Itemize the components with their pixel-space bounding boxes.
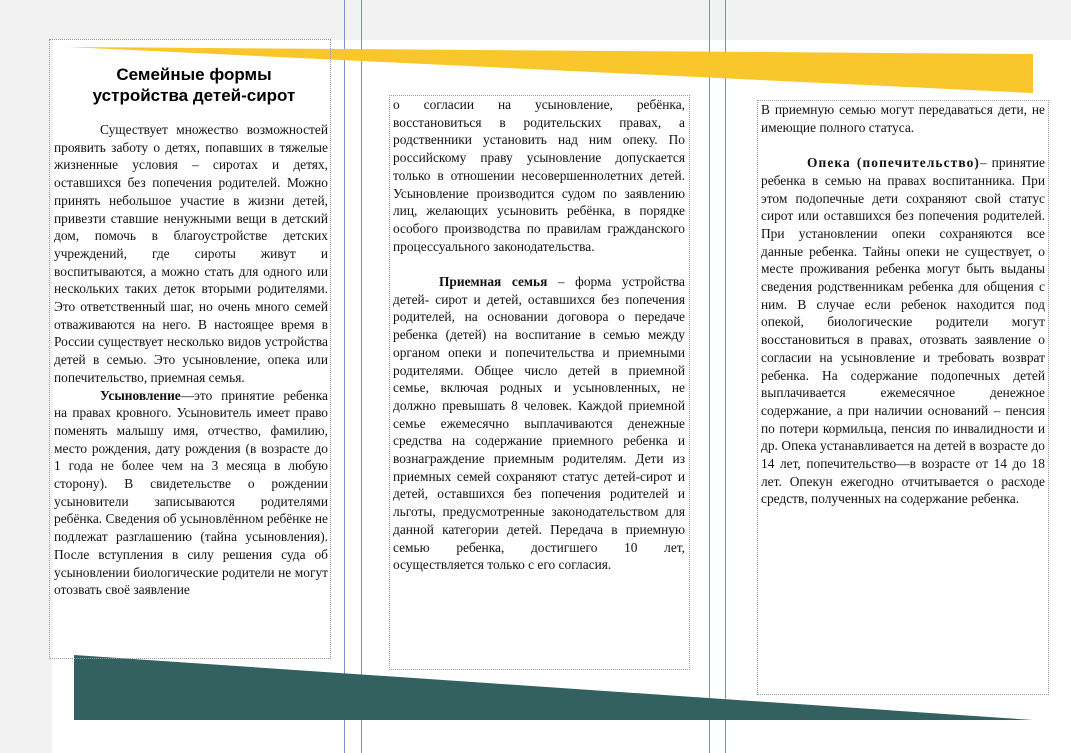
guardianship-term: Опека (попечительство) bbox=[807, 155, 980, 171]
blank-line bbox=[761, 136, 1045, 154]
column-3-text bbox=[761, 101, 1045, 508]
foster-family-term: Приемная семья bbox=[439, 274, 548, 290]
intro-paragraph: Существует множество возможностей проявить заботу о детях, попавших в тяжелые жизненные условия – сиротах и детях, оставшихся без попечения родителей. Можно принять небольшое участие в жизни детей, привезти ставшие ненужными вещи в детский дом, помочь в благоустройстве детских учреждений, где сироты живут и воспитываются, а можно стать для одного или нескольких таких деток вторыми родителями. Это ответственный шаг, но очень много семей отваживаются на него. В настоящее время в России существует несколько видов устройства детей в семью. Это усыновление, опека или попечительство, приемная семья. bbox=[54, 122, 328, 385]
foster-status-paragraph: В приемную семью могут передаваться дети, не имеющие полного статуса. bbox=[761, 102, 1045, 135]
brochure-title bbox=[64, 64, 324, 106]
blank-line bbox=[393, 255, 685, 273]
foster-family-paragraph bbox=[393, 273, 685, 574]
title-line-2: устройства детей-сирот bbox=[92, 86, 296, 105]
adoption-paragraph bbox=[54, 387, 328, 599]
guardianship-paragraph bbox=[761, 154, 1045, 508]
guardianship-text: – принятие ребенка в семью на правах воспитанника. При этом подопечные дети сохраняют свой статус сирот или оставшихся без попечения родителей. При установлении опеки сохраняются все данные ребенка. Тайны опеки не существует, о месте проживания ребенка могут быть выданы сведения родственникам ребенка для общения с ним. В случае если ребенок находится под опекой, биологические родители могут восстановиться в правах, отозвать заявление о согласии на усыновление и требовать возврат ребенка. На содержание подопечных детей выплачивается ежемесячное денежное содержание, а при наличии оснований – пенсия по потери кормильца, пенсия по инвалидности и др. Опека устанавливается на детей в возрасте до 14 лет, попечительство—в возрасте от 14 до 18 лет. Опекун ежегодно отчитывается о расходе средств, полученных на содержание ребенка. bbox=[761, 155, 1045, 507]
foster-family-text: – форма устройства детей- сирот и детей, оставшихся без попечения родителей, на основании договора о передаче ребенка (детей) на воспитание в семью между органом опеки и попечительства и приемными родителями. Общее число детей в приемной семье, включая родных и усыновленных, не должно превышать 8 человек. Каждой приемной семье ежемесячно выплачиваются денежные средства на содержание приемного ребенка и вознаграждение приемным родителям. Дети из приемных семей сохраняют статус детей-сирот и детей, оставшихся без попечения родителей и льготы, предусмотренные законодательством для данной категории детей. Передача в приемную семью ребенка, достигшего 10 лет, осуществляется только с его согласия. bbox=[393, 274, 685, 573]
adoption-continued-paragraph: о согласии на усыновление, ребёнка, восстановиться в родительских правах, а родственники установить над ним опеку. По российскому праву усыновление допускается только в отношении несовершеннолетних детей. Усыновление производится судом по заявлению лиц, желающих усыновить ребёнка, в порядке особого производства по правилам гражданского процессуального законодательства. bbox=[393, 97, 685, 254]
column-2-text bbox=[393, 96, 685, 574]
adoption-term: Усыновление bbox=[100, 387, 181, 403]
adoption-text: —это принятие ребенка на правах кровного. Усыновитель имеет право поменять малышу имя, отчество, фамилию, место рождения, дату рождения (в возрасте до 1 года не более чем на 3 месяца в любую сторону). В свидетельстве о рождении усыновители записываются родителями ребёнка. Сведения об усыновлённом ребёнке не подлежат разглашению (тайна усыновления). После вступления в силу решения суда об усыновлении биологические родители не могут отозвать своё заявление bbox=[54, 387, 328, 598]
title-line-1: Семейные формы bbox=[116, 65, 272, 84]
column-1-text bbox=[54, 121, 328, 599]
